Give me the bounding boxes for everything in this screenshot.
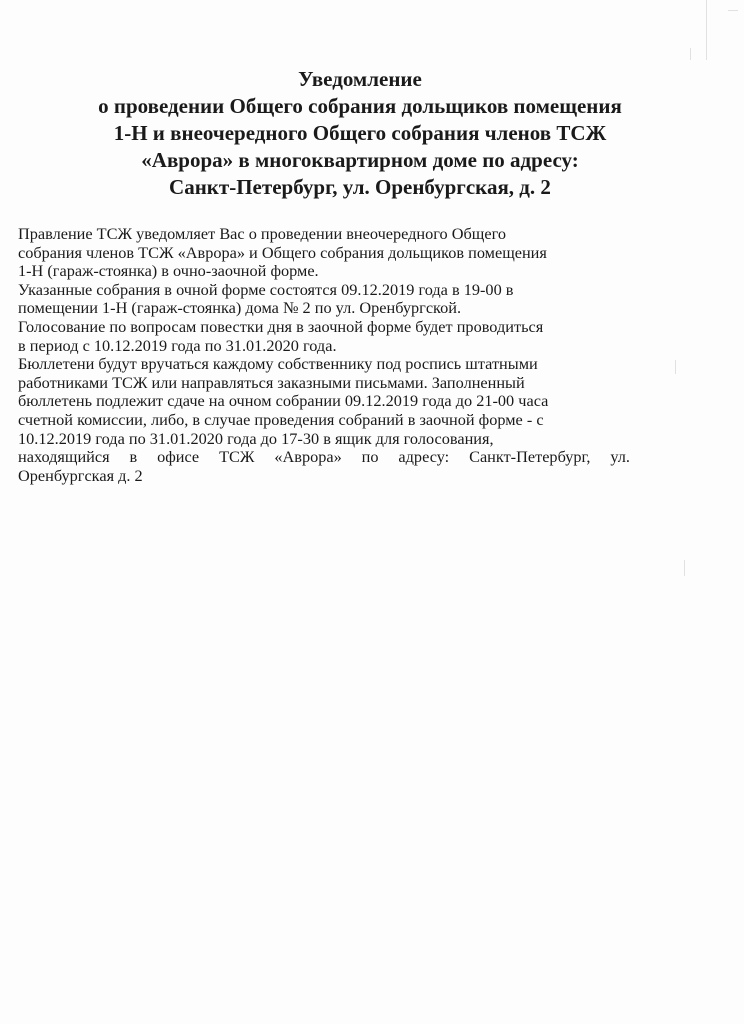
word: адресу: [398, 447, 450, 467]
word: в [129, 447, 138, 467]
body-line: бюллетень подлежит сдаче на очном собрании 09.12.2019 года до 21-00 часа [18, 391, 549, 411]
scan-artifact [675, 360, 676, 374]
scan-artifact [684, 560, 685, 576]
body-line-justified [18, 448, 630, 467]
word: ул. [610, 447, 630, 467]
body-line: счетной комиссии, либо, в случае проведения собраний в заочной форме - с [18, 409, 544, 429]
title-line-5: Санкт-Петербург, ул. Оренбургская, д. 2 [169, 175, 551, 199]
body-line: в период с 10.12.2019 года по 31.01.2020 года. [18, 335, 337, 355]
body-line: 10.12.2019 года по 31.01.2020 года до 17-30 в ящик для голосования, [18, 428, 494, 448]
word: Санкт-Петербург, [469, 447, 591, 467]
title-line-2: о проведении Общего собрания дольщиков помещения [98, 94, 622, 118]
word: ТСЖ [219, 447, 255, 467]
body-line: 1-Н (гараж-стоянка) в очно-заочной форме. [18, 261, 319, 281]
scan-artifact [690, 48, 691, 60]
title-line-3: 1-Н и внеочередного Общего собрания членов ТСЖ [113, 121, 607, 145]
body-line: Оренбургская д. 2 [18, 465, 143, 485]
word: находящийся [18, 447, 110, 467]
body-line: работниками ТСЖ или направляться заказными письмами. Заполненный [18, 372, 525, 392]
body-line: помещении 1-Н (гараж-стоянка) дома № 2 по ул. Оренбургской. [18, 298, 462, 318]
word: офисе [157, 447, 200, 467]
body-line: Указанные собрания в очной форме состоятся 09.12.2019 года в 19-00 в [18, 279, 514, 299]
body-line: Голосование по вопросам повестки дня в заочной форме будет проводиться [18, 316, 544, 336]
word: «Аврора» [274, 447, 342, 467]
scan-artifact [706, 0, 707, 60]
notice-body [18, 225, 718, 485]
word: по [361, 447, 379, 467]
body-line: собрания членов ТСЖ «Аврора» и Общего собрания дольщиков помещения [18, 242, 547, 262]
body-line: Бюллетени будут вручаться каждому собственнику под роспись штатными [18, 354, 538, 374]
scan-artifact [728, 10, 738, 11]
body-line: Правление ТСЖ уведомляет Вас о проведении внеочередного Общего [18, 224, 506, 243]
title-line-1: Уведомление [298, 67, 422, 91]
title-line-4: «Аврора» в многоквартирном доме по адресу: [141, 148, 579, 172]
notice-title [0, 66, 720, 201]
